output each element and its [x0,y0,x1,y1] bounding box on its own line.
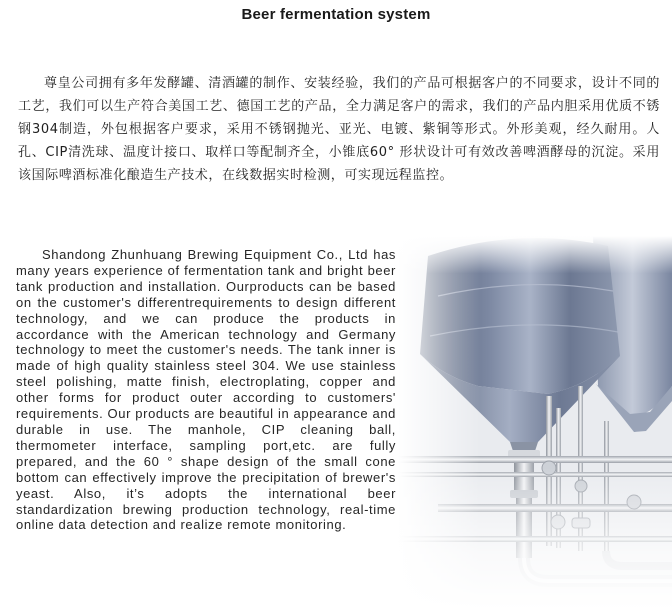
chinese-description: 尊皇公司拥有多年发酵罐、清酒罐的制作、安装经验，我们的产品可根据客户的不同要求，设计不同的工艺，我们可以生产符合美国工艺、德国工艺的产品，全力满足客户的需求，我们的产品内胆采用优质不锈钢304制造，外包根据客户要求，采用不锈钢抛光、亚光、电镀、紫铜等形式。外形美观，经久耐用。人孔、CIP清洗球、温度计接口、取样口等配制齐全，小锥底60° 形状设计可有效改善啤酒酵母的沉淀。采用该国际啤酒标准化酿造生产技术，在线数据实时检测，可实现远程监控。 [18,76,660,183]
english-description: Shandong Zhunhuang Brewing Equipment Co., Ltd has many years experience of fermentation tank and bright beer tank production and installation. Ourproducts can be based on the customer's differentrequirements to design different technology, and we can produce the products in accordance with the American technology and Germany technology to meet the customer's needs. The tank inner is made of high quality stainless steel 304. We use stainless steel polishing, matte finish, electroplating, copper and other forms for product outer according to customers' requirements. Our products are beautiful in appearance and durable in use. The manhole, CIP cleaning ball, thermometer interface, sampling port,etc. are fully prepared, and the 60 ° shape design of the small cone bottom can effectively improve the precipitation of brewer's yeast. Also, it’s adopts the international beer standardization brewing production technology, real-time online data detection and realize remote monitoring. [16,247,396,533]
page-title: Beer fermentation system [241,6,431,23]
fermentation-tanks-photo [398,236,672,610]
